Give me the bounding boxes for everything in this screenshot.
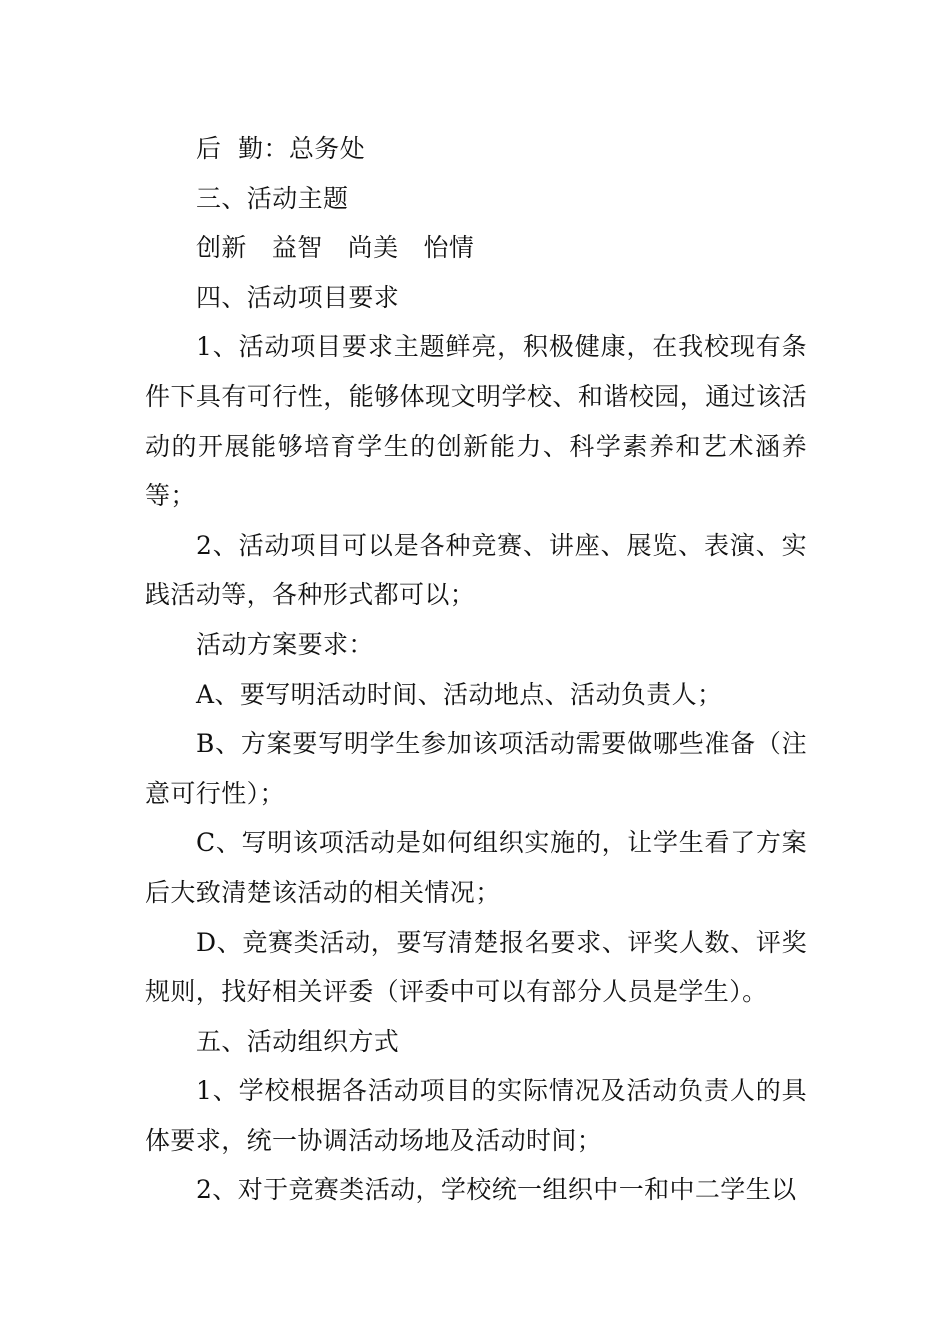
paragraph-requirement-2: 2、活动项目可以是各种竞赛、讲座、展览、表演、实践活动等，各种形式都可以；	[145, 530, 807, 610]
paragraph-item-b: B、方案要写明学生参加该项活动需要做哪些准备（注意可行性）；	[145, 729, 807, 808]
section-heading-organization: 五、活动组织方式	[196, 1026, 400, 1056]
paragraph-requirement-1: 1、活动项目要求主题鲜亮，积极健康，在我校现有条件下具有可行性，能够体现文明学校、和谐校园，通过该活动的开展能够培育学生的创新能力、科学素养和艺术涵养等；	[145, 332, 807, 511]
paragraph-item-a: A、要写明活动时间、活动地点、活动负责人；	[196, 679, 723, 709]
paragraph-logistics: 后 勤：总务处	[196, 134, 366, 163]
paragraph-item-d: D、竞赛类活动，要写清楚报名要求、评奖人数、评奖规则，找好相关评委（评委中可以有部分人员是学生）。	[145, 927, 807, 1007]
paragraph-theme-keywords: 创新 益智 尚美 怡情	[196, 233, 475, 263]
section-heading-requirements: 四、活动项目要求	[196, 282, 400, 312]
paragraph-organization-2: 2、对于竞赛类活动，学校统一组织中一和中二学生以	[196, 1175, 797, 1205]
section-heading-theme: 三、活动主题	[196, 183, 349, 213]
paragraph-plan-requirements: 活动方案要求：	[196, 629, 374, 659]
document-body	[145, 124, 807, 1215]
paragraph-item-c: C、写明该项活动是如何组织实施的，让学生看了方案后大致清楚该活动的相关情况；	[145, 828, 807, 907]
paragraph-organization-1: 1、学校根据各活动项目的实际情况及活动负责人的具体要求，统一协调活动场地及活动时间；	[145, 1076, 807, 1155]
